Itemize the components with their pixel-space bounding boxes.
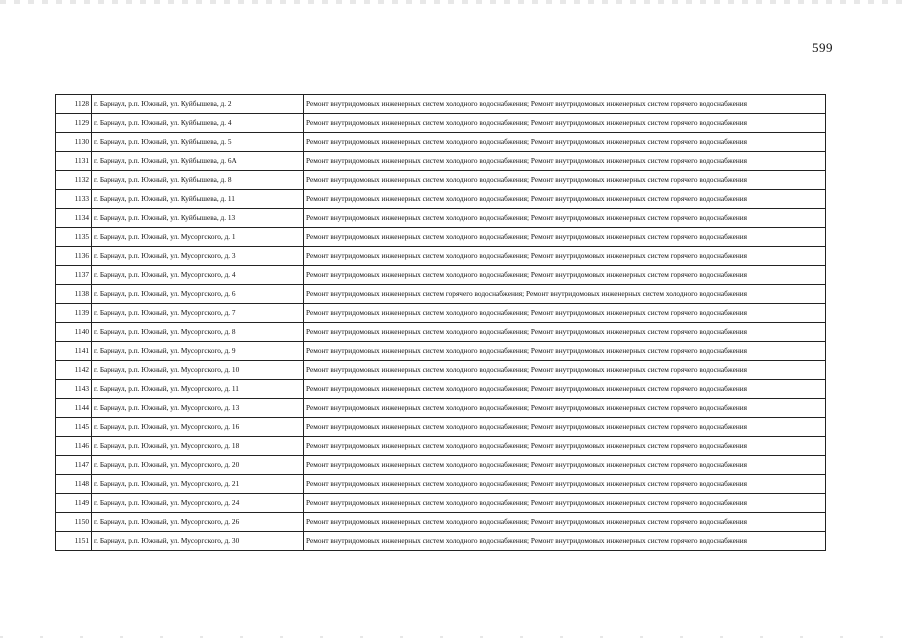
row-number-cell: 1136	[56, 247, 92, 266]
work-description-cell: Ремонт внутридомовых инженерных систем холодного водоснабжения; Ремонт внутридомовых инженерных систем горячего водоснабжения	[304, 342, 826, 361]
work-description-cell: Ремонт внутридомовых инженерных систем холодного водоснабжения; Ремонт внутридомовых инженерных систем горячего водоснабжения	[304, 456, 826, 475]
scan-edge-bottom	[0, 636, 905, 638]
table-row	[56, 190, 826, 209]
address-cell: г. Барнаул, р.п. Южный, ул. Мусоргского, д. 4	[92, 266, 304, 285]
work-description-cell: Ремонт внутридомовых инженерных систем холодного водоснабжения; Ремонт внутридомовых инженерных систем горячего водоснабжения	[304, 171, 826, 190]
table-row	[56, 247, 826, 266]
table-row	[56, 114, 826, 133]
work-description-cell: Ремонт внутридомовых инженерных систем холодного водоснабжения; Ремонт внутридомовых инженерных систем горячего водоснабжения	[304, 209, 826, 228]
row-number-cell: 1139	[56, 304, 92, 323]
work-description-cell: Ремонт внутридомовых инженерных систем холодного водоснабжения; Ремонт внутридомовых инженерных систем горячего водоснабжения	[304, 247, 826, 266]
work-description-cell: Ремонт внутридомовых инженерных систем холодного водоснабжения; Ремонт внутридомовых инженерных систем горячего водоснабжения	[304, 418, 826, 437]
work-description-cell: Ремонт внутридомовых инженерных систем холодного водоснабжения; Ремонт внутридомовых инженерных систем горячего водоснабжения	[304, 513, 826, 532]
work-description-cell: Ремонт внутридомовых инженерных систем холодного водоснабжения; Ремонт внутридомовых инженерных систем горячего водоснабжения	[304, 266, 826, 285]
row-number-cell: 1148	[56, 475, 92, 494]
table-row	[56, 456, 826, 475]
address-cell: г. Барнаул, р.п. Южный, ул. Мусоргского, д. 21	[92, 475, 304, 494]
address-cell: г. Барнаул, р.п. Южный, ул. Мусоргского, д. 18	[92, 437, 304, 456]
table-row	[56, 418, 826, 437]
row-number-cell: 1141	[56, 342, 92, 361]
row-number-cell: 1146	[56, 437, 92, 456]
work-description-cell: Ремонт внутридомовых инженерных систем горячего водоснабжения; Ремонт внутридомовых инженерных систем холодного водоснабжения	[304, 285, 826, 304]
table-row	[56, 133, 826, 152]
row-number-cell: 1137	[56, 266, 92, 285]
work-description-cell: Ремонт внутридомовых инженерных систем холодного водоснабжения; Ремонт внутридомовых инженерных систем горячего водоснабжения	[304, 475, 826, 494]
row-number-cell: 1131	[56, 152, 92, 171]
row-number-cell: 1144	[56, 399, 92, 418]
row-number-cell: 1130	[56, 133, 92, 152]
row-number-cell: 1132	[56, 171, 92, 190]
work-description-cell: Ремонт внутридомовых инженерных систем холодного водоснабжения; Ремонт внутридомовых инженерных систем горячего водоснабжения	[304, 532, 826, 551]
table-row	[56, 532, 826, 551]
address-cell: г. Барнаул, р.п. Южный, ул. Куйбышева, д. 6А	[92, 152, 304, 171]
address-cell: г. Барнаул, р.п. Южный, ул. Мусоргского, д. 3	[92, 247, 304, 266]
work-description-cell: Ремонт внутридомовых инженерных систем холодного водоснабжения; Ремонт внутридомовых инженерных систем горячего водоснабжения	[304, 190, 826, 209]
table-row	[56, 152, 826, 171]
table-row	[56, 209, 826, 228]
work-description-cell: Ремонт внутридомовых инженерных систем холодного водоснабжения; Ремонт внутридомовых инженерных систем горячего водоснабжения	[304, 114, 826, 133]
work-description-cell: Ремонт внутридомовых инженерных систем холодного водоснабжения; Ремонт внутридомовых инженерных систем горячего водоснабжения	[304, 95, 826, 114]
work-description-cell: Ремонт внутридомовых инженерных систем холодного водоснабжения; Ремонт внутридомовых инженерных систем горячего водоснабжения	[304, 152, 826, 171]
work-description-cell: Ремонт внутридомовых инженерных систем холодного водоснабжения; Ремонт внутридомовых инженерных систем горячего водоснабжения	[304, 323, 826, 342]
table-row	[56, 380, 826, 399]
address-cell: г. Барнаул, р.п. Южный, ул. Мусоргского, д. 8	[92, 323, 304, 342]
row-number-cell: 1129	[56, 114, 92, 133]
table-row	[56, 171, 826, 190]
table-row	[56, 437, 826, 456]
work-description-cell: Ремонт внутридомовых инженерных систем холодного водоснабжения; Ремонт внутридомовых инженерных систем горячего водоснабжения	[304, 437, 826, 456]
table-row	[56, 513, 826, 532]
table-row	[56, 95, 826, 114]
work-description-cell: Ремонт внутридомовых инженерных систем холодного водоснабжения; Ремонт внутридомовых инженерных систем горячего водоснабжения	[304, 304, 826, 323]
repair-register-table	[55, 94, 826, 551]
row-number-cell: 1134	[56, 209, 92, 228]
address-cell: г. Барнаул, р.п. Южный, ул. Мусоргского, д. 13	[92, 399, 304, 418]
table-row	[56, 399, 826, 418]
work-description-cell: Ремонт внутридомовых инженерных систем холодного водоснабжения; Ремонт внутридомовых инженерных систем горячего водоснабжения	[304, 133, 826, 152]
work-description-cell: Ремонт внутридомовых инженерных систем холодного водоснабжения; Ремонт внутридомовых инженерных систем горячего водоснабжения	[304, 494, 826, 513]
address-cell: г. Барнаул, р.п. Южный, ул. Мусоргского, д. 9	[92, 342, 304, 361]
table-row	[56, 475, 826, 494]
work-description-cell: Ремонт внутридомовых инженерных систем холодного водоснабжения; Ремонт внутридомовых инженерных систем горячего водоснабжения	[304, 399, 826, 418]
table-row	[56, 304, 826, 323]
table-row	[56, 323, 826, 342]
row-number-cell: 1140	[56, 323, 92, 342]
row-number-cell: 1138	[56, 285, 92, 304]
address-cell: г. Барнаул, р.п. Южный, ул. Мусоргского, д. 16	[92, 418, 304, 437]
table-row	[56, 228, 826, 247]
address-cell: г. Барнаул, р.п. Южный, ул. Мусоргского, д. 6	[92, 285, 304, 304]
row-number-cell: 1151	[56, 532, 92, 551]
table-row	[56, 266, 826, 285]
row-number-cell: 1150	[56, 513, 92, 532]
address-cell: г. Барнаул, р.п. Южный, ул. Мусоргского, д. 10	[92, 361, 304, 380]
row-number-cell: 1147	[56, 456, 92, 475]
scan-edge-top	[0, 0, 905, 4]
table-row	[56, 342, 826, 361]
row-number-cell: 1135	[56, 228, 92, 247]
row-number-cell: 1142	[56, 361, 92, 380]
address-cell: г. Барнаул, р.п. Южный, ул. Куйбышева, д. 13	[92, 209, 304, 228]
work-description-cell: Ремонт внутридомовых инженерных систем холодного водоснабжения; Ремонт внутридомовых инженерных систем горячего водоснабжения	[304, 361, 826, 380]
row-number-cell: 1143	[56, 380, 92, 399]
table-row	[56, 494, 826, 513]
table-body	[56, 95, 826, 551]
work-description-cell: Ремонт внутридомовых инженерных систем холодного водоснабжения; Ремонт внутридомовых инженерных систем горячего водоснабжения	[304, 380, 826, 399]
work-description-cell: Ремонт внутридомовых инженерных систем холодного водоснабжения; Ремонт внутридомовых инженерных систем горячего водоснабжения	[304, 228, 826, 247]
address-cell: г. Барнаул, р.п. Южный, ул. Мусоргского, д. 30	[92, 532, 304, 551]
address-cell: г. Барнаул, р.п. Южный, ул. Куйбышева, д. 11	[92, 190, 304, 209]
address-cell: г. Барнаул, р.п. Южный, ул. Мусоргского, д. 7	[92, 304, 304, 323]
address-cell: г. Барнаул, р.п. Южный, ул. Мусоргского, д. 20	[92, 456, 304, 475]
row-number-cell: 1128	[56, 95, 92, 114]
row-number-cell: 1149	[56, 494, 92, 513]
address-cell: г. Барнаул, р.п. Южный, ул. Куйбышева, д. 4	[92, 114, 304, 133]
address-cell: г. Барнаул, р.п. Южный, ул. Куйбышева, д. 5	[92, 133, 304, 152]
page-number: 599	[812, 40, 833, 55]
address-cell: г. Барнаул, р.п. Южный, ул. Мусоргского, д. 26	[92, 513, 304, 532]
address-cell: г. Барнаул, р.п. Южный, ул. Куйбышева, д. 2	[92, 95, 304, 114]
address-cell: г. Барнаул, р.п. Южный, ул. Мусоргского, д. 1	[92, 228, 304, 247]
table-row	[56, 285, 826, 304]
table-row	[56, 361, 826, 380]
row-number-cell: 1133	[56, 190, 92, 209]
address-cell: г. Барнаул, р.п. Южный, ул. Мусоргского, д. 11	[92, 380, 304, 399]
address-cell: г. Барнаул, р.п. Южный, ул. Мусоргского, д. 24	[92, 494, 304, 513]
address-cell: г. Барнаул, р.п. Южный, ул. Куйбышева, д. 8	[92, 171, 304, 190]
row-number-cell: 1145	[56, 418, 92, 437]
